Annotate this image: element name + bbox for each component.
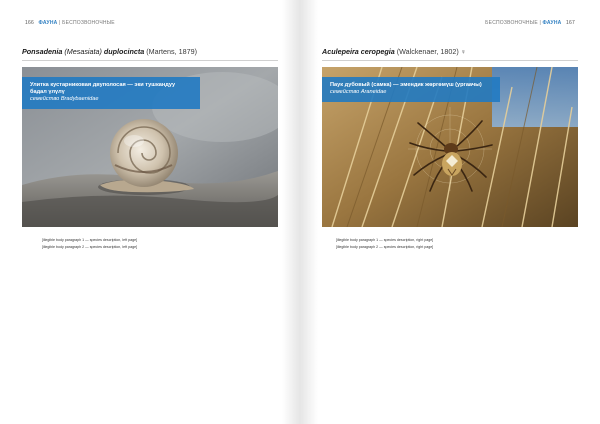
sex-symbol: ♀ [460,47,467,56]
running-header: 166 ФАУНА | БЕСПОЗВОНОЧНЫЕ [25,20,115,26]
section-label: ФАУНА [542,20,562,26]
heading-rule [22,60,278,61]
gutter-shadow [300,0,318,424]
species-subgenus: (Mesasiata) [64,47,102,56]
subsection-label: БЕСПОЗВОНОЧНЫЕ [62,20,115,26]
gutter-shadow [282,0,300,424]
caption-common-name: Улитка кустарниковая двуполосая — эки тушкандуу бадал үлүлү [30,82,176,95]
heading-rule [322,60,578,61]
species-genus: Aculepeira [322,47,359,56]
photo-caption [22,77,200,109]
body-paragraph: [illegible body paragraph 1 — species description, left page] [42,238,138,242]
species-authority: (Walckenaer, 1802) [396,47,459,56]
species-authority: (Martens, 1879) [146,47,197,56]
right-page [300,0,600,424]
body-paragraph: [illegible body paragraph 1 — species description, right page] [336,238,434,242]
subsection-label: БЕСПОЗВОНОЧНЫЕ [485,20,538,26]
running-header: БЕСПОЗВОНОЧНЫЕ | ФАУНА 167 [485,20,575,26]
body-text [34,238,282,252]
body-paragraph: [illegible body paragraph 2 — species description, right page] [336,245,434,250]
caption-family: семейство Bradybaenidae [30,96,99,102]
caption-family: семейство Araneidae [330,89,387,95]
species-epithet: duplocincta [103,47,145,56]
caption-common-name: Паук дубовый (самка) — эмендик жөргөмүш (ургаачы) [330,82,482,88]
body-paragraph: [illegible body paragraph 2 — species description, left page] [42,245,138,250]
species-photo [22,67,278,227]
section-label: ФАУНА [38,20,58,26]
species-heading [322,47,466,56]
photo-caption [322,77,500,102]
species-heading [22,47,197,56]
page-number: 167 [566,20,575,26]
page-number: 166 [25,20,34,26]
species-photo [322,67,578,227]
body-text [328,238,576,252]
species-genus: Ponsadenia [22,47,63,56]
species-epithet: ceropegia [360,47,395,56]
